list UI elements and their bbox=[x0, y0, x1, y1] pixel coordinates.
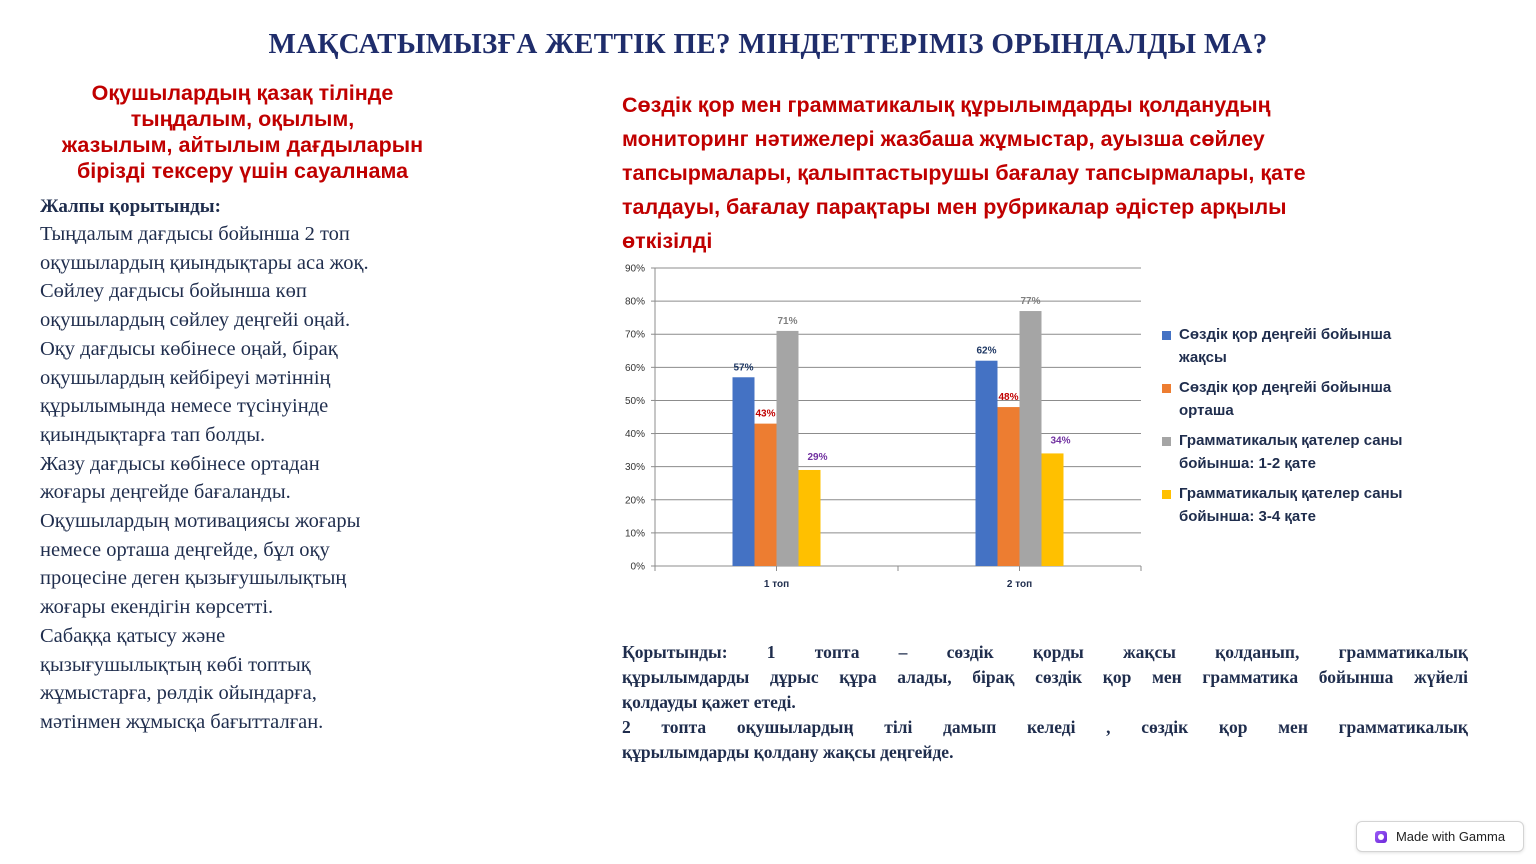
survey-heading-line: тыңдалым, оқылым, bbox=[130, 107, 355, 131]
legend-item bbox=[1162, 323, 1452, 369]
legend-label-line: Сөздік қор деңгейі бойынша bbox=[1179, 379, 1392, 396]
conclusion-line: Тыңдалым дағдысы бойынша 2 топ bbox=[40, 223, 350, 245]
monitoring-heading-line: мониторинг нәтижелері жазбаша жұмыстар, ауызша сөйлеу bbox=[622, 127, 1265, 151]
y-tick-label: 80% bbox=[624, 296, 645, 308]
gamma-logo-icon bbox=[1375, 831, 1387, 843]
y-tick-label: 50% bbox=[624, 395, 645, 407]
legend-label-line: жақсы bbox=[1179, 349, 1227, 366]
x-category-label: 1 топ bbox=[763, 579, 790, 590]
conclusion-text-line: 2 топта оқушылардың тілі дамып келеді , сөздік қор мен грамматикалық bbox=[622, 717, 1468, 737]
badge-label: Made with Gamma bbox=[1395, 829, 1506, 844]
data-label: 48% bbox=[998, 392, 1019, 404]
data-label: 29% bbox=[807, 451, 828, 463]
conclusion-text-line: қолдауды қажет етеді. bbox=[622, 692, 796, 712]
bar bbox=[998, 407, 1020, 566]
y-tick-label: 60% bbox=[624, 362, 645, 374]
bar bbox=[777, 331, 799, 566]
general-conclusion-body bbox=[40, 220, 460, 737]
made-with-gamma-badge[interactable] bbox=[1356, 821, 1524, 852]
conclusion-line: процесіне деген қызығушылықтың bbox=[40, 567, 347, 590]
legend-label-line: Грамматикалық қателер саны bbox=[1179, 432, 1403, 449]
slide-title: МАҚСАТЫМЫЗҒА ЖЕТТІК ПЕ? МІНДЕТТЕРІМІЗ ОРЫНДАЛДЫ МА? bbox=[268, 28, 1268, 60]
bar bbox=[799, 470, 821, 566]
conclusion-text-line: Қорытынды: 1 топта – сөздік қорды жақсы қолданып, грамматикалық bbox=[622, 642, 1468, 662]
legend-label-line: Грамматикалық қателер саны bbox=[1179, 485, 1403, 502]
conclusion-line: Сөйлеу дағдысы бойынша көп bbox=[40, 280, 307, 303]
legend-swatch bbox=[1162, 437, 1171, 446]
conclusion-line: Сабаққа қатысу және bbox=[40, 624, 226, 647]
conclusion-text-line: құрылымдарды қолдану жақсы деңгейде. bbox=[622, 742, 954, 762]
y-tick-label: 70% bbox=[624, 329, 645, 341]
data-label: 77% bbox=[1020, 296, 1041, 308]
bar bbox=[733, 377, 755, 566]
monitoring-heading-line: Сөздік қор мен грамматикалық құрылымдарды қолданудың bbox=[622, 93, 1271, 117]
chart-conclusion bbox=[622, 640, 1468, 765]
y-tick-label: 10% bbox=[624, 528, 645, 540]
y-tick-label: 20% bbox=[624, 495, 645, 507]
bar bbox=[1042, 453, 1064, 566]
survey-heading bbox=[40, 80, 445, 184]
conclusion-line: қызығушылықтың көбі топтық bbox=[40, 653, 311, 676]
data-label: 43% bbox=[755, 408, 776, 420]
data-label: 62% bbox=[976, 345, 997, 357]
conclusion-line: Жазу дағдысы көбінесе ортадан bbox=[40, 452, 320, 475]
y-tick-label: 0% bbox=[630, 561, 645, 573]
conclusion-line: Оқу дағдысы көбінесе оңай, бірақ bbox=[40, 337, 338, 360]
data-label: 34% bbox=[1050, 435, 1071, 447]
bar bbox=[755, 424, 777, 566]
monitoring-heading-line: тапсырмалары, қалыптастырушы бағалау тапсырмалары, қате bbox=[622, 161, 1306, 185]
legend-swatch bbox=[1162, 384, 1171, 393]
legend-label bbox=[1179, 323, 1391, 369]
legend-label bbox=[1179, 482, 1402, 528]
legend-item bbox=[1162, 482, 1452, 528]
conclusion-line: жоғары деңгейде бағаланды. bbox=[40, 481, 291, 504]
conclusion-line: мәтінмен жұмысқа бағытталған. bbox=[40, 710, 324, 733]
conclusion-line: оқушылардың сөйлеу деңгейі оңай. bbox=[40, 309, 351, 332]
legend-label-line: орташа bbox=[1179, 402, 1234, 419]
conclusion-line: немесе орташа деңгейде, бұл оқу bbox=[40, 538, 330, 561]
conclusion-line: оқушылардың қиындықтары аса жоқ. bbox=[40, 251, 369, 274]
general-conclusion-title: Жалпы қорытынды: bbox=[40, 196, 221, 217]
y-tick-label: 90% bbox=[624, 263, 645, 275]
legend-label-line: бойынша: 3-4 қате bbox=[1179, 508, 1316, 525]
y-tick-label: 30% bbox=[624, 462, 645, 474]
legend-item bbox=[1162, 376, 1452, 422]
results-bar-chart bbox=[600, 255, 1160, 605]
y-tick-label: 40% bbox=[624, 429, 645, 441]
conclusion-line: оқушылардың кейбіреуі мәтіннің bbox=[40, 366, 331, 389]
monitoring-heading bbox=[622, 88, 1402, 258]
chart-legend bbox=[1162, 323, 1452, 535]
survey-heading-line: жазылым, айтылым дағдыларын bbox=[61, 133, 424, 157]
legend-swatch bbox=[1162, 490, 1171, 499]
bar bbox=[1020, 311, 1042, 566]
monitoring-heading-line: өткізілді bbox=[622, 229, 713, 253]
conclusion-line: құрылымында немесе түсінуінде bbox=[40, 395, 329, 418]
chart-canvas bbox=[600, 255, 1160, 605]
legend-label-line: бойынша: 1-2 қате bbox=[1179, 455, 1316, 472]
data-label: 57% bbox=[733, 362, 754, 374]
bar bbox=[976, 361, 998, 566]
legend-label bbox=[1179, 429, 1402, 475]
survey-heading-line: Оқушылардың қазақ тілінде bbox=[91, 81, 394, 105]
conclusion-line: жоғары екендігін көрсетті. bbox=[40, 596, 274, 619]
x-category-label: 2 топ bbox=[1006, 579, 1033, 590]
survey-heading-line: бірізді тексеру үшін сауалнама bbox=[76, 159, 409, 183]
legend-label bbox=[1179, 376, 1391, 422]
legend-swatch bbox=[1162, 331, 1171, 340]
legend-label-line: Сөздік қор деңгейі бойынша bbox=[1179, 326, 1392, 343]
conclusion-line: жұмыстарға, рөлдік ойындарға, bbox=[40, 682, 317, 705]
data-label: 71% bbox=[777, 315, 798, 327]
conclusion-line: қиындықтарға тап болды. bbox=[40, 423, 266, 446]
conclusion-line: Оқушылардың мотивациясы жоғары bbox=[40, 510, 361, 533]
legend-item bbox=[1162, 429, 1452, 475]
conclusion-text-line: құрылымдарды дұрыс құра алады, бірақ сөздік қор мен грамматика бойынша жүйелі bbox=[622, 667, 1468, 687]
monitoring-heading-line: талдауы, бағалау парақтары мен рубрикалар әдістер арқылы bbox=[622, 195, 1287, 219]
